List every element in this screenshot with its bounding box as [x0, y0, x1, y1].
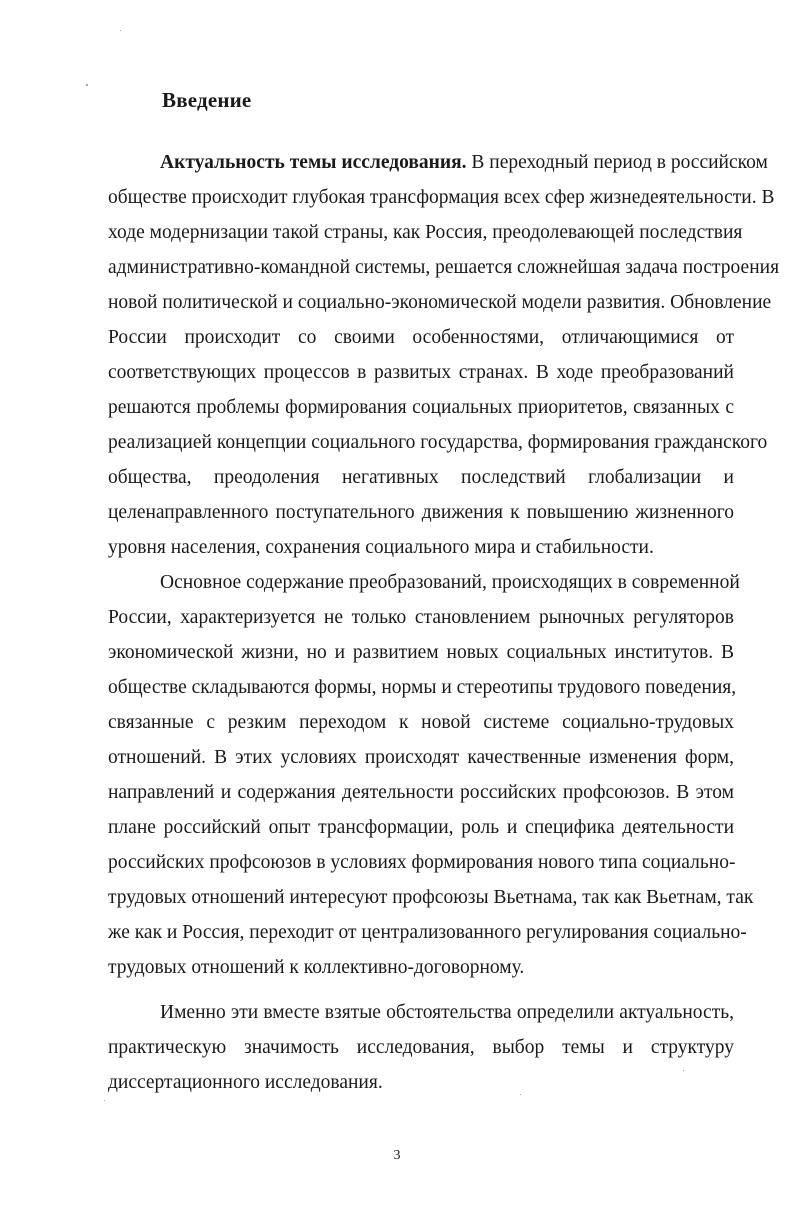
paragraph-1-line-1: [160, 150, 768, 176]
paragraph-2-line-11: же как и Россия, переходит от централизованного регулирования социально-: [108, 922, 747, 943]
scan-speck: [120, 30, 121, 31]
paragraph-1-line-7: соответствующих процессов в развитых странах. В ходе преобразований: [108, 362, 734, 383]
paragraph-1-line-6: России происходит со своими особенностями, отличающимися от: [108, 327, 734, 348]
section-heading: Введение: [162, 88, 252, 112]
paragraph-1-line-4: административно-командной системы, решается сложнейшая задача построения: [108, 257, 780, 278]
paragraph-1-line-3: ходе модернизации такой страны, как Россия, преодолевающей последствия: [108, 222, 743, 243]
paragraph-2-line-6: отношений. В этих условиях происходят качественные изменения форм,: [108, 747, 734, 768]
scan-speck: [683, 1070, 684, 1071]
paragraph-1-line-9: реализацией концепции социального государства, формирования гражданского: [108, 432, 768, 453]
paragraph-2-line-7: направлений и содержания деятельности российских профсоюзов. В этом: [108, 782, 734, 803]
paragraph-1-line-8: решаются проблемы формирования социальных приоритетов, связанных с: [108, 397, 734, 418]
paragraph-1-line-1-rest: В переходный период в российском: [466, 152, 768, 173]
paragraph-2-line-5: связанные с резким переходом к новой системе социально-трудовых: [108, 712, 734, 733]
paragraph-2-line-3: экономической жизни, но и развитием новых социальных институтов. В: [108, 642, 734, 663]
paragraph-3-line-2: практическую значимость исследования, выбор темы и структуру: [108, 1037, 734, 1058]
paragraph-2-line-12: трудовых отношений к коллективно-договорному.: [108, 957, 525, 978]
paragraph-3-line-3: диссертационного исследования.: [108, 1072, 383, 1093]
scan-speck: [104, 1100, 105, 1101]
paragraph-2-line-1: Основное содержание преобразований, происходящих в современной: [160, 572, 740, 593]
paragraph-1-line-12: уровня населения, сохранения социального мира и стабильности.: [108, 537, 654, 558]
scan-speck: [86, 84, 88, 86]
page-number: 3: [393, 1148, 401, 1163]
paragraph-3-line-1: Именно эти вместе взятые обстоятельства определили актуальность,: [160, 1002, 734, 1023]
paragraph-1-line-10: общества, преодоления негативных последствий глобализации и: [108, 467, 734, 488]
scan-speck: [520, 1094, 521, 1095]
paragraph-2-line-10: трудовых отношений интересуют профсоюзы Вьетнама, так как Вьетнам, так: [108, 887, 754, 908]
paragraph-2-line-2: России, характеризуется не только становлением рыночных регуляторов: [108, 607, 734, 628]
paragraph-1-line-2: обществе происходит глубокая трансформация всех сфер жизнедеятельности. В: [108, 187, 775, 208]
paragraph-2-line-8: плане российский опыт трансформации, роль и специфика деятельности: [108, 817, 734, 838]
paragraph-1-line-5: новой политической и социально-экономической модели развития. Обновление: [108, 292, 772, 313]
topic-relevance-lead: Актуальность темы исследования.: [160, 152, 467, 173]
paragraph-1-line-11: целенаправленного поступательного движения к повышению жизненного: [108, 502, 734, 523]
paragraph-2-line-9: российских профсоюзов в условиях формирования нового типа социально-: [108, 852, 736, 873]
paragraph-2-line-4: обществе складываются формы, нормы и стереотипы трудового поведения,: [108, 677, 737, 698]
